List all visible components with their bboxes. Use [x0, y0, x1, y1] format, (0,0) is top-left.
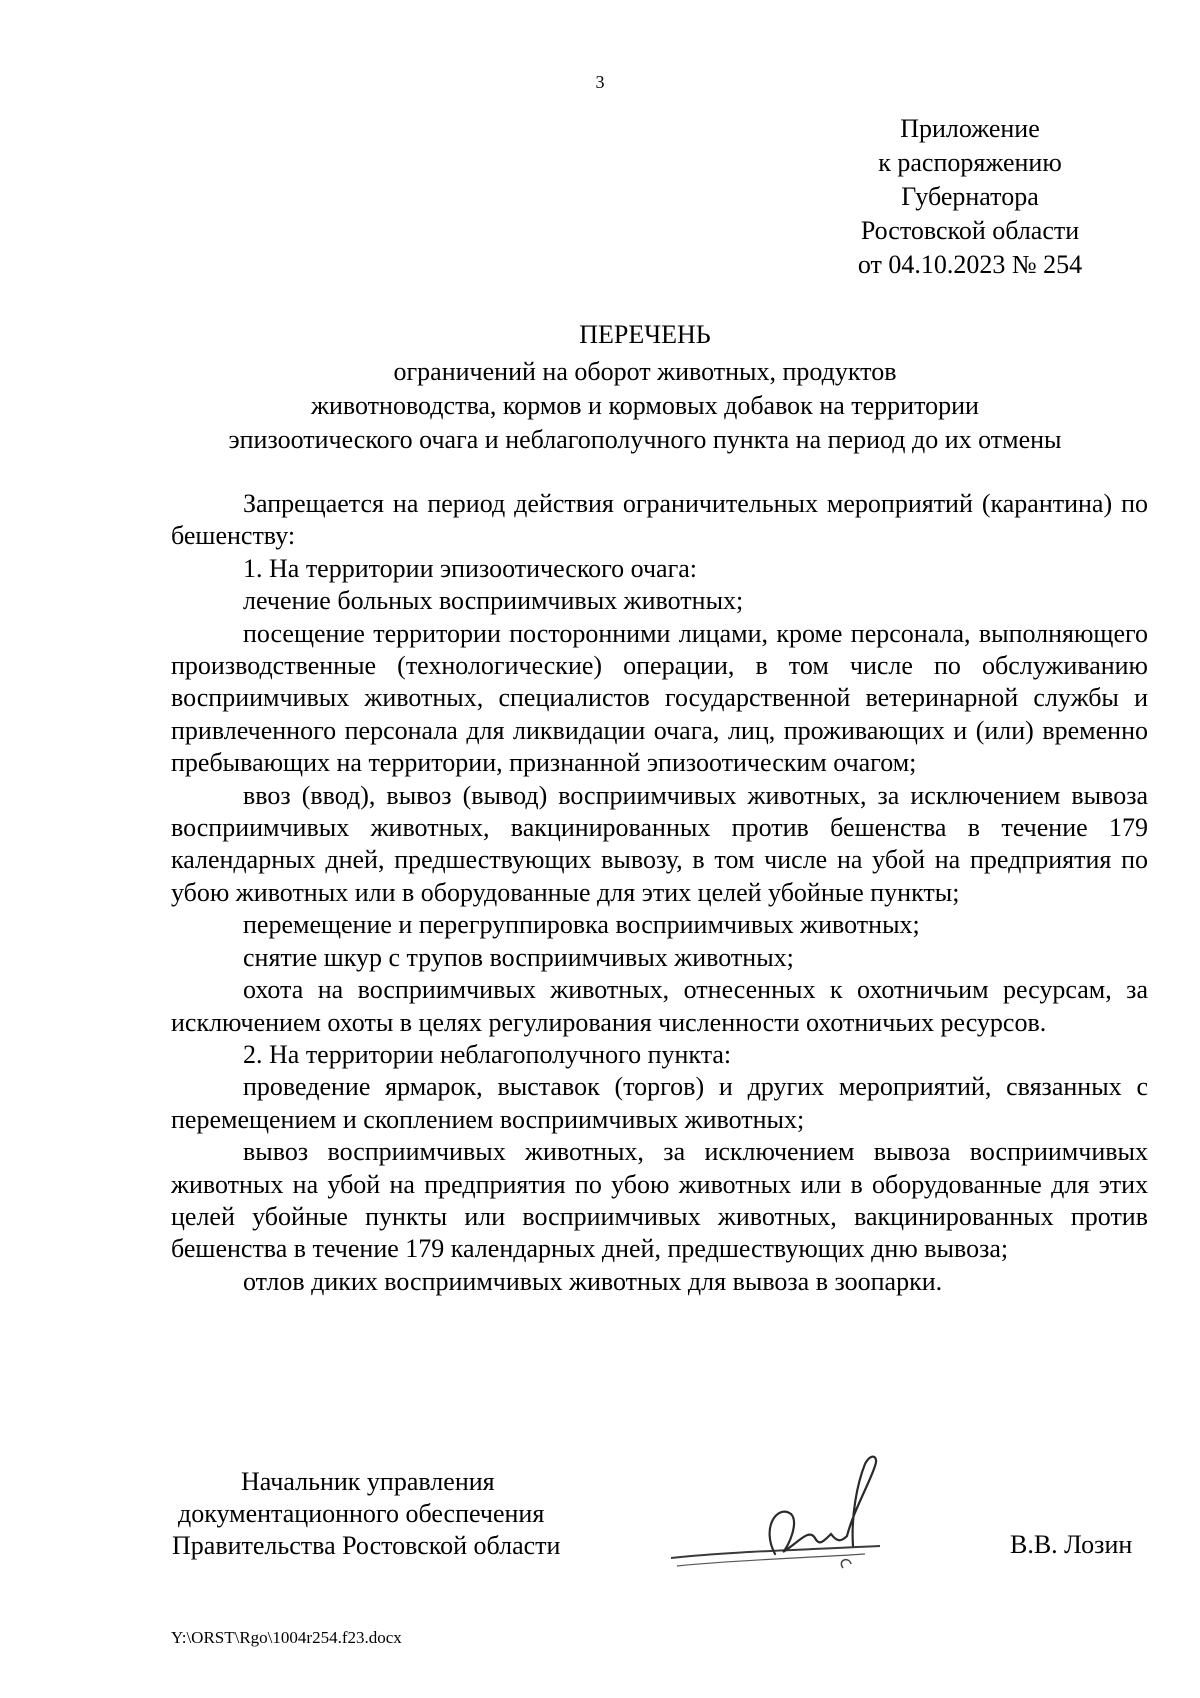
appendix-line: к распоряжению	[878, 148, 1062, 177]
signer-position-line: Начальник управления	[241, 1467, 495, 1496]
appendix-line: Приложение	[900, 114, 1040, 143]
file-path-footer: Y:\ORST\Rgo\1004r254.f23.docx	[171, 1628, 402, 1647]
signature-block	[0, 1466, 1200, 1576]
document-title	[170, 318, 1120, 457]
body-paragraph: охота на восприимчивых животных, отнесенных к охотничьим ресурсам, за исключением охоты в целях регулирования численности охотничьих ресурсов.	[171, 975, 1148, 1037]
title-subline: ограничений на оборот животных, продуктов	[393, 357, 897, 386]
appendix-header	[835, 112, 1105, 282]
document-body	[171, 488, 1148, 1298]
body-paragraph: снятие шкур с трупов восприимчивых животных;	[243, 942, 794, 972]
body-paragraph: отлов диких восприимчивых животных для вывоза в зоопарки.	[243, 1266, 943, 1296]
appendix-line: Ростовской области	[860, 216, 1080, 245]
title-main: ПЕРЕЧЕНЬ	[579, 320, 711, 349]
body-paragraph: перемещение и перегруппировка восприимчивых животных;	[243, 910, 920, 940]
section-heading-1: 1. На территории эпизоотического очага:	[243, 553, 698, 583]
appendix-date-number: от 04.10.2023 № 254	[857, 250, 1083, 279]
title-subline: эпизоотического очага и неблагополучного пункта на период до их отмены	[228, 425, 1062, 454]
body-paragraph: лечение больных восприимчивых животных;	[243, 586, 744, 616]
title-subline: животноводства, кормов и кормовых добавок на территории	[311, 391, 979, 420]
handwritten-signature	[665, 1442, 895, 1582]
page-number: 3	[595, 72, 605, 92]
signer-position-line: Правительства Ростовской области	[172, 1531, 561, 1560]
body-paragraph: посещение территории посторонними лицами, кроме персонала, выполняющего производственные (технологические) операции, в том числе по обслуживанию восприимчивых животных, специалистов государственной ветеринарной службы и привлеченного персонала для ликвидации очага, лиц, проживающих и (или) временно пребывающих на территории, признанной эпизоотическим очагом;	[171, 618, 1148, 778]
body-paragraph: вывоз восприимчивых животных, за исключением вывоза восприимчивых животных на убой на предприятия по убою животных или в оборудованные для этих целей убойные пункты или восприимчивых животных, вакцинированных против бешенства в течение 179 календарных дней, предшествующих дню вывоза;	[171, 1137, 1148, 1264]
body-paragraph-intro: Запрещается на период действия ограничительных мероприятий (карантина) по бешенству:	[171, 489, 1148, 551]
signer-name: В.В. Лозин	[1010, 1530, 1133, 1559]
body-paragraph: проведение ярмарок, выставок (торгов) и других мероприятий, связанных с перемещением и скоплением восприимчивых животных;	[171, 1072, 1148, 1134]
section-heading-2: 2. На территории неблагополучного пункта:	[243, 1039, 732, 1069]
signer-position	[172, 1466, 560, 1562]
appendix-line: Губернатора	[901, 182, 1039, 211]
body-paragraph: ввоз (ввод), вывоз (вывод) восприимчивых животных, за исключением вывоза восприимчивых животных, вакцинированных против бешенства в течение 179 календарных дней, предшествующих вывозу, в том числе на убой на предприятия по убою животных или в оборудованные для этих целей убойные пункты;	[171, 780, 1148, 907]
signer-position-line: документационного обеспечения	[178, 1499, 545, 1528]
